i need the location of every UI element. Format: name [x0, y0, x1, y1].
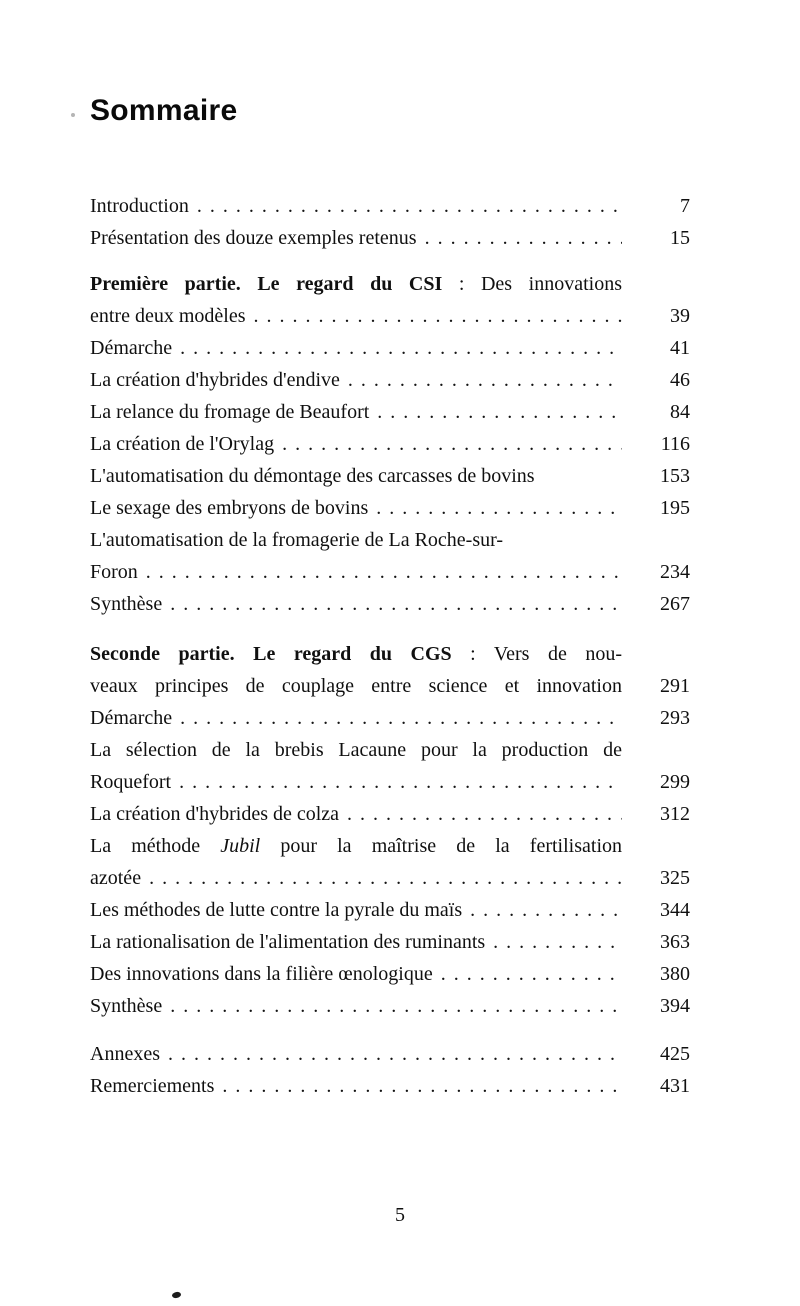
toc-entry	[90, 396, 690, 428]
entry-page-number: 39	[670, 305, 690, 327]
entry-page-number: 291	[660, 675, 690, 697]
entry-title-pre: La méthode	[90, 835, 221, 857]
entry-page-number: 299	[660, 771, 690, 793]
dot-leader	[274, 428, 622, 460]
dot-leader	[141, 862, 622, 894]
toc-line	[90, 926, 690, 958]
toc-line	[90, 524, 690, 556]
entry-title-post: pour la maîtrise de la fertilisation	[260, 835, 622, 857]
entry-page-number: 380	[660, 963, 690, 985]
toc-line	[90, 702, 690, 734]
dot-leader	[162, 990, 622, 1022]
entry-page-number: 293	[660, 707, 690, 729]
toc-part-heading	[90, 268, 690, 332]
entry-page-number: 344	[660, 899, 690, 921]
entry-title: Présentation des douze exemples retenus	[90, 227, 417, 249]
entry-page-number: 195	[660, 497, 690, 519]
toc-line	[90, 862, 690, 894]
toc-line	[90, 1038, 690, 1070]
entry-title: Le sexage des embryons de bovins	[90, 497, 369, 519]
toc-entry	[90, 222, 690, 254]
toc-line	[90, 332, 690, 364]
toc-line	[90, 1070, 690, 1102]
entry-title-italic: Jubil	[220, 835, 261, 857]
toc-line	[90, 364, 690, 396]
dot-leader	[340, 364, 622, 396]
toc-entry	[90, 190, 690, 222]
toc-line	[90, 638, 690, 670]
toc-entry	[90, 894, 690, 926]
entry-title-line1: La sélection de la brebis Lacaune pour la production de	[90, 739, 622, 761]
entry-title: La relance du fromage de Beaufort	[90, 401, 370, 423]
entry-title-line2: azotée	[90, 867, 142, 889]
dot-leader	[189, 190, 622, 222]
entry-title: Les méthodes de lutte contre la pyrale du maïs	[90, 899, 463, 921]
toc-line	[90, 830, 690, 862]
toc-entry	[90, 588, 690, 620]
toc-entry	[90, 990, 690, 1022]
dot-leader	[369, 396, 622, 428]
toc-line	[90, 396, 690, 428]
entry-title: Introduction	[90, 195, 189, 217]
entry-page-number: 15	[670, 227, 690, 249]
entry-page-number: 41	[670, 337, 690, 359]
entry-title: Synthèse	[90, 593, 163, 615]
entry-title-line2: Roquefort	[90, 771, 172, 793]
toc-line	[90, 990, 690, 1022]
entry-page-number: 325	[660, 867, 690, 889]
dot-leader	[214, 1070, 622, 1102]
toc-entry	[90, 364, 690, 396]
entry-page-number: 7	[680, 195, 690, 217]
folio-page-number: 5	[395, 1204, 405, 1226]
entry-title-line2: Foron	[90, 561, 138, 583]
toc-line	[90, 734, 690, 766]
dot-leader	[172, 702, 622, 734]
toc-entry	[90, 734, 690, 798]
entry-page-number: 431	[660, 1075, 690, 1097]
entry-title: La création d'hybrides d'endive	[90, 369, 340, 391]
toc-line	[90, 268, 690, 300]
entry-page-number: 363	[660, 931, 690, 953]
toc-line	[90, 222, 690, 254]
toc-line	[90, 894, 690, 926]
entry-page-number: 425	[660, 1043, 690, 1065]
dot-leader	[138, 556, 622, 588]
dot-leader	[462, 894, 622, 926]
toc-entry	[90, 798, 690, 830]
entry-page-number: 312	[660, 803, 690, 825]
toc-line	[90, 958, 690, 990]
entry-title: Annexes	[90, 1043, 160, 1065]
entry-title: La création d'hybrides de colza	[90, 803, 340, 825]
part-heading-bold: Première partie. Le regard du CSI	[90, 273, 443, 295]
dot-leader	[160, 1038, 622, 1070]
toc-entry	[90, 1070, 690, 1102]
toc-entry	[90, 332, 690, 364]
toc-entry	[90, 958, 690, 990]
dot-leader	[339, 798, 622, 830]
part-heading-rest: : Des innovations	[442, 273, 622, 295]
dot-leader	[485, 926, 622, 958]
toc-line	[90, 492, 690, 524]
dot-leader	[433, 958, 622, 990]
toc-entry	[90, 524, 690, 588]
dot-leader	[162, 588, 622, 620]
scan-speck-icon	[71, 113, 75, 117]
table-of-contents	[90, 190, 690, 1102]
dot-leader	[172, 332, 622, 364]
entry-page-number: 46	[670, 369, 690, 391]
toc-part-heading	[90, 638, 690, 702]
entry-title: Remerciements	[90, 1075, 215, 1097]
scan-speck-icon	[171, 1291, 181, 1299]
entry-title: Démarche	[90, 337, 173, 359]
dot-leader	[246, 300, 623, 332]
toc-line	[90, 460, 690, 492]
toc-entry	[90, 702, 690, 734]
toc-entry	[90, 492, 690, 524]
entry-title: La création de l'Orylag	[90, 433, 275, 455]
entry-page-number: 267	[660, 593, 690, 615]
page-title: Sommaire	[90, 94, 238, 127]
entry-title: Démarche	[90, 707, 173, 729]
entry-title: Des innovations dans la filière œnologique	[90, 963, 433, 985]
entry-title-line1: L'automatisation de la fromagerie de La Roche-sur-	[90, 529, 504, 551]
dot-leader	[368, 492, 622, 524]
toc-line	[90, 670, 690, 702]
toc-line	[90, 428, 690, 460]
toc-entry	[90, 830, 690, 894]
toc-line	[90, 556, 690, 588]
entry-page-number: 116	[660, 433, 690, 455]
toc-line	[90, 300, 690, 332]
page-content	[90, 0, 690, 1102]
toc-entry	[90, 428, 690, 460]
entry-page-number: 394	[660, 995, 690, 1017]
part-heading-line2: veaux principes de couplage entre science et innovation	[90, 675, 622, 697]
toc-line	[90, 766, 690, 798]
entry-page-number: 84	[670, 401, 690, 423]
entry-title: entre deux modèles	[90, 305, 246, 327]
part-heading-rest: : Vers de nou-	[451, 643, 622, 665]
dot-leader	[171, 766, 622, 798]
part-heading-bold: Seconde partie. Le regard du CGS	[90, 643, 452, 665]
entry-title: Synthèse	[90, 995, 163, 1017]
dot-leader	[417, 222, 622, 254]
toc-line	[90, 588, 690, 620]
toc-entry	[90, 460, 690, 492]
toc-entry	[90, 1038, 690, 1070]
entry-title: La rationalisation de l'alimentation des ruminants	[90, 931, 486, 953]
toc-line	[90, 798, 690, 830]
entry-page-number: 234	[660, 561, 690, 583]
toc-line	[90, 190, 690, 222]
entry-title: L'automatisation du démontage des carcasses de bovins	[90, 465, 535, 487]
entry-page-number: 153	[660, 465, 690, 487]
toc-entry	[90, 926, 690, 958]
